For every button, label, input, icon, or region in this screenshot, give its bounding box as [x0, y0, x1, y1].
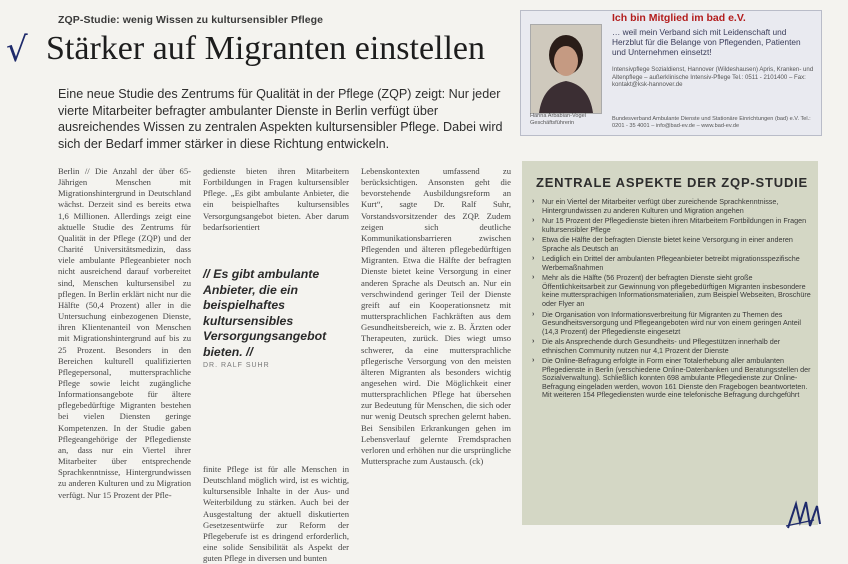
ad-text: … weil mein Verband sich mit Leidenschaft und Herzblut für die Belange von Pflegenden, Patienten und Unternehmen einsetzt! [612, 27, 801, 58]
article-lead: Eine neue Studie des Zentrums für Qualität in der Pflege (ZQP) zeigt: Nur jeder vierte Mitarbeiter befragter ambulanter Dienste in Berlin verfügt über ausreichendes Wissen zu zentralen Aspekten kultursensibler Pflege. Dabei wird sich der Bedarf immer stärker in diese Richtung entwickeln. [58, 87, 503, 151]
list-item: › Die Organisation von Informationsverbreitung für Migranten zu Themen des Gesundheitsversorgung und Pflegeangeboten wird nur von einem geringen Anteil (14,3 Prozent) der Pflegedienste eingesetzt [532, 311, 814, 337]
pull-quote: // Es gibt ambulante Anbieter, die ein beispielhaftes kultursensibles Versorgungsangebot bieten. // [203, 267, 327, 359]
quote-author: DR. RALF SUHR [203, 362, 270, 369]
list-item: › Mehr als die Hälfte (56 Prozent) der befragten Dienste sieht große Öffentlichkeitsarbeit zur Gewinnung von pflegebedürftigen Migranten insbesondere keine muttersprachigen Informationsmaterialien, zum Beispiel Webseiten, Broschüre oder Flyer an [532, 274, 814, 308]
body-text: finite Pflege ist für alle Menschen in Deutschland möglich wird, ist es wichtig, kultursensible Inhalte in der Aus- und Weiterbildung zu stärken. Auch bei der Ausgestaltung der aktuell diskutierten Gesetzesentwürfe zur Reform der Pflegeberufe ist es dringend erforderlich, eine solide Sensibilität als Aspekt der guten Pflege in diversen und bunten [203, 464, 349, 564]
ad-headline: Ich bin Mitglied im bad e.V. [612, 12, 746, 24]
checkmark-annotation: √ [6, 30, 28, 70]
key-aspects-list [532, 198, 814, 402]
body-column-1 [58, 166, 191, 501]
list-item: › Die Online-Befragung erfolgte in Form einer Totalerhebung aller ambulanten Pflegedienste in Berlin (verschiedene Online-Datenbanken und Beratungsstellen der Sozialverwaltung). Schließlich konnten 698 ambulante Pflegedienste zur Online-Befragung eingeladen werden, wovon 161 Dienste den Fragebogen beantworteten. Mit weiteren 154 Pflegediensten wurde eine telefonische Befragung durchgeführt [532, 357, 814, 400]
photo-caption: Hanna Arbabian-Vogel Geschäftsführerin [530, 113, 586, 126]
portrait-photo [530, 24, 602, 114]
article-title: Stärker auf Migranten einstellen [46, 30, 486, 67]
list-item: › Nur 15 Prozent der Pflegedienste bieten ihren Mitarbeitern Fortbildungen in Fragen kultursensibler Pflege [532, 217, 814, 234]
list-item: › Lediglich ein Drittel der ambulanten Pflegeanbieter betreibt migrationsspezifische Werbemaßnahmen [532, 255, 814, 272]
list-item: › Etwa die Hälfte der befragten Dienste bietet keine Versorgung in einer anderen Sprache als Deutsch an [532, 236, 814, 253]
body-column-2-bottom [203, 464, 349, 564]
ad-contact: Intensivpflege Sozialdienst, Hannover (Wildeshausen) Apris, Kranken- und Altenpflege – außerklinische Intensiv-Pflege Tel.: 0511 - 2101400 – Fax: kontakt@ksk-hannover.de [612, 66, 814, 89]
signature-mark [784, 496, 824, 539]
body-column-2-top [203, 166, 349, 233]
article-kicker: ZQP-Studie: wenig Wissen zu kultursensibler Pflege [58, 14, 324, 26]
list-item: › Nur ein Viertel der Mitarbeiter verfügt über zureichende Sprachkenntnisse, Hintergrundwissen zu anderen Kulturen und Migration angehen [532, 198, 814, 215]
key-aspects-title: ZENTRALE ASPEKTE DER ZQP-STUDIE [535, 175, 809, 190]
ad-footer: Bundesverband Ambulante Dienste und Stationäre Einrichtungen (bad) e.V. Tel.: 0201 - 35 4001 – info@bad-ev.de – www.bad-ev.de [612, 116, 811, 129]
list-item: › Die als Ansprechende durch Gesundheits- und Pflegestützen innerhalb der ethnischen Community nutzen nur 4,1 Prozent der Dienste [532, 338, 814, 355]
body-text: Berlin // Die Anzahl der über 65-Jährigen Menschen mit Migrationshintergrund in Deutschland wächst. Derzeit sind es bereits etwa 1,6 Millionen. Allerdings zeigt eine aktuelle Studie des Zentrums für Qualität in der Pflege (ZQP) und der Charité Universitätsmedizin, dass viele ambulante Pflegeanbieter noch nicht ausreichend darauf vorbereitet sind, Menschen kultursensibel zu pflegen. In Berlin erklärt nicht nur die Hälfte (50,4 Prozent) aller in die Untersuchung einbezogenen Dienste, ihren Klientenanteil von Menschen mit Migrationshintergrund auf bis zu 25 Prozent. Besonders in den Bereichen kulturell qualifizierten Pflegepersonal, muttersprachliche Pflege sowie leicht zugängliche Informationsangebote für ältere pflegebedürftige Migranten bestehen bei vielen Diensten geringe Kompetenzen. In der Studie gaben Pflegeangehörige der Pflegedienste an, dass nur ein Viertel ihrer Mitarbeiter über entsprechende Sprachkenntnisse, Hintergrundwissen zu anderen Kulturen und zu Migration verfügt. Nur 15 Prozent der Pfle- [58, 166, 191, 500]
body-text: Lebenskontexten umfassend zu berücksichtigen. Ansonsten geht die bevorstehende Ausbildungsreform an Kurt“, sagte Dr. Ralf Suhr, Vorstandsvorsitzender des ZQP. Zudem zeigen sich deutliche Kommunikationsbarrieren zwischen Pflegenden und älteren pflegebedürftigen Migranten. Etwa die Hälfte der befragten Dienste bietet keine Versorgung in einer anderen Sprache als Deutsch an. Nur ein verschwindend geringer Teil der Dienste greift auf ein Kooperationsnetz mit muttersprachlichen Fachkräften aus dem Gesundheitsbereich, wie z. B. Ärzten oder Therapeuten, zurück. Dies wiegt umso schwerer, da eine muttersprachliche pflegerische Versorgung von den meisten älteren Migranten als besonders wichtig angesehen wird. Die Möglichkeit einer muttersprachlichen Pflege hat übersehen zur Bedeutung für Menschen, die sich oder nur wenig Deutsch sprechen gelernt haben. Bei Sensibilen Erkrankungen gehen im Lebensverlauf gelernte Fremdsprachen verloren und erhöhen nur die ursprüngliche Muttersprache zum Austausch. (ck) [361, 166, 511, 467]
body-text: gedienste bieten ihren Mitarbeitern Fortbildungen in Fragen kultursensibler Pflege. „Es gibt ambulante Anbieter, die ein beispielhaftes kultursensibles Versorgungsangebot bieten. Aber darum bedarfsorientiert [203, 166, 349, 232]
body-column-3 [361, 166, 511, 467]
